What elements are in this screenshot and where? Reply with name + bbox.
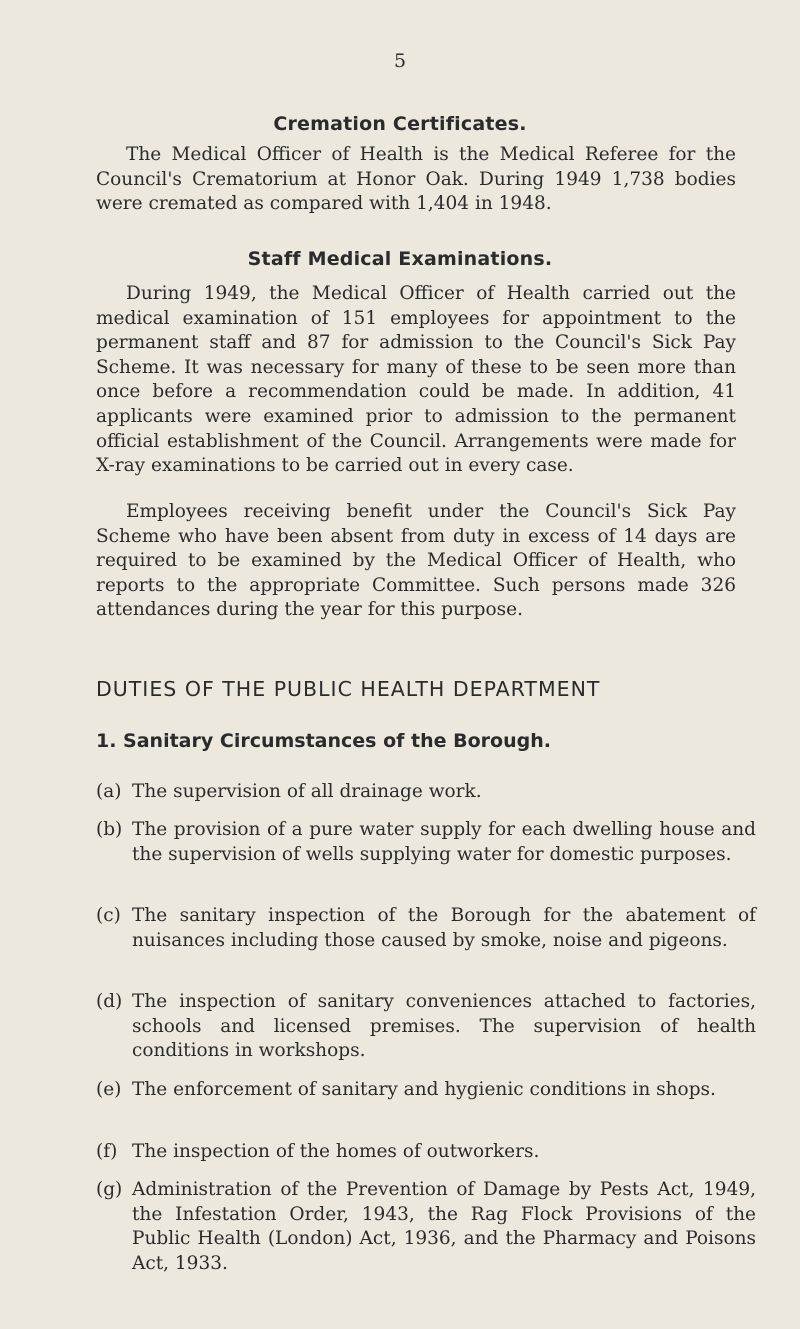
staff-paragraph-1: During 1949, the Medical Officer of Health carried out the medical examination of 151 employees for appointment to the permanent staff and 87 for admission to the Council's Sick Pay Scheme. It was necessary for many of these to be seen more than once before a recommendation could be made. In addition, 41 applicants were examined prior to admission to the permanent official establishment of the Council. Arrangements were made for X-ray examinations to be carried out in every case. [96,283,736,477]
item-letter: (c) [96,905,121,926]
page-number: 5 [393,50,407,72]
item-text: The provision of a pure water supply for each dwelling house and the supervision of wells supplying water for domestic purposes. [132,819,756,865]
item-text: The inspection of sanitary conveniences attached to factories, schools and licensed premises. The supervision of health conditions in workshops. [132,991,756,1062]
duty-item [96,990,756,1064]
item-letter: (b) [96,819,123,840]
duty-item [96,1140,756,1165]
item-text: The enforcement of sanitary and hygienic conditions in shops. [132,1079,716,1100]
item-text: Administration of the Prevention of Damage by Pests Act, 1949, the Infestation Order, 1943, the Rag Flock Provisions of the Public Health (London) Act, 1936, and the Pharmacy and Poisons Act, 1933. [132,1179,756,1274]
item-letter: (e) [96,1079,122,1100]
duty-item [96,1078,756,1103]
duty-item [96,818,756,867]
item-text: The sanitary inspection of the Borough for the abatement of nuisances including those caused by smoke, noise and pigeons. [132,905,756,951]
duty-item [96,780,756,805]
staff-paragraph-2: Employees receiving benefit under the Council's Sick Pay Scheme who have been absent from duty in excess of 14 days are required to be examined by the Medical Officer of Health, who reports to the appropriate Committee. Such persons made 326 attendances during the year for this purpose. [96,501,736,621]
cremation-paragraph: The Medical Officer of Health is the Medical Referee for the Council's Crematorium at Honor Oak. During 1949 1,738 bodies were cremated as compared with 1,404 in 1948. [96,144,736,215]
department-heading: DUTIES OF THE PUBLIC HEALTH DEPARTMENT [96,677,601,701]
item-letter: (f) [96,1141,118,1162]
cremation-heading: Cremation Certificates. [273,113,527,135]
item-text: The supervision of all drainage work. [132,781,482,802]
item-letter: (g) [96,1179,123,1200]
item-text: The inspection of the homes of outworkers. [132,1141,540,1162]
item-letter: (d) [96,991,123,1012]
duty-item [96,904,756,953]
staff-heading: Staff Medical Examinations. [247,248,553,270]
duty-item [96,1178,756,1276]
section-heading: 1. Sanitary Circumstances of the Borough. [96,730,551,752]
item-letter: (a) [96,781,122,802]
